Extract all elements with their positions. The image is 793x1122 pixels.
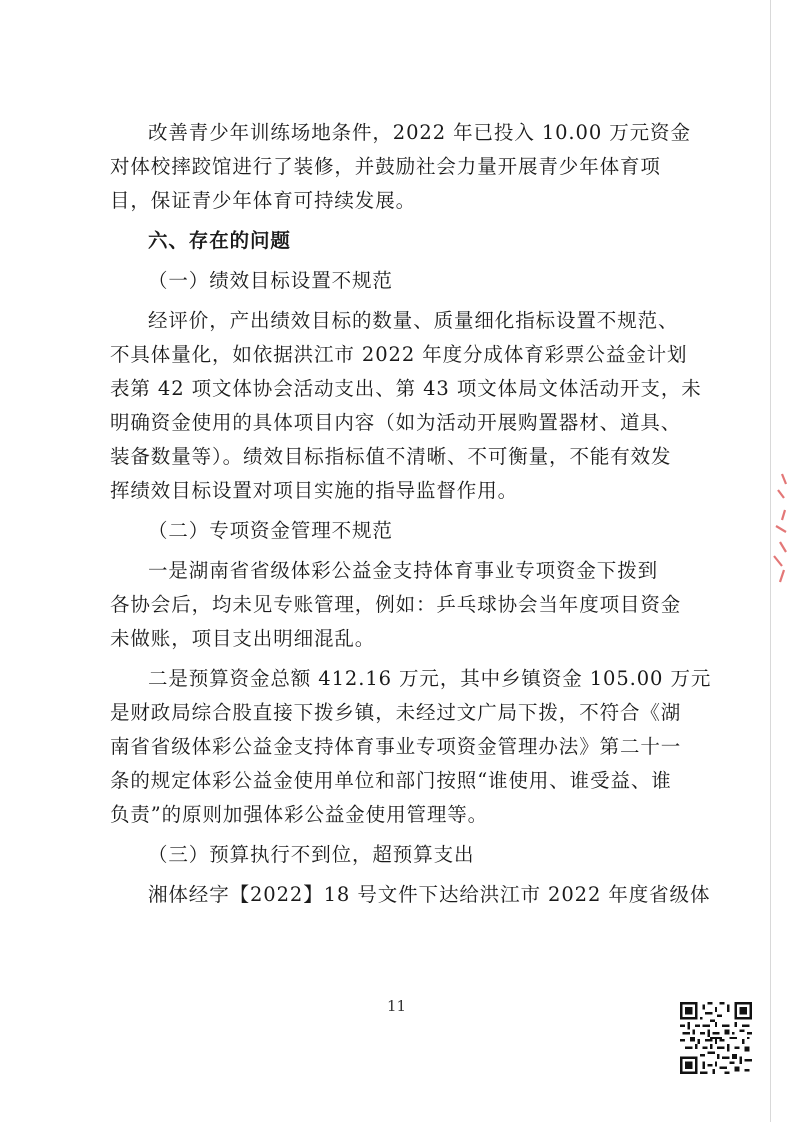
paragraph-fund-management-second [110, 662, 712, 832]
text-line: 未做账，项目支出明细混乱。 [110, 627, 376, 650]
subsection-heading-performance-targets: （一）绩效目标设置不规范 [148, 269, 393, 292]
subsection-heading-fund-management: （二）专项资金管理不规范 [148, 519, 393, 542]
text-line: 不具体量化，如依据洪江市 2022 年度分成体育彩票公益金计划 [110, 343, 688, 366]
paragraph-training-venue [110, 116, 690, 218]
text-line: 负责”的原则加强体彩公益金使用管理等。 [110, 803, 489, 826]
text-line: 装备数量等）。绩效目标指标值不清晰、不可衡量，不能有效发 [110, 445, 672, 468]
document-body [110, 116, 712, 912]
text-line: 条的规定体彩公益金使用单位和部门按照“谁使用、谁受益、谁 [110, 769, 672, 792]
paragraph-budget-execution [110, 878, 711, 912]
red-seal-fragment-icon [752, 470, 792, 590]
section-heading-problems: 六、存在的问题 [148, 229, 291, 252]
text-line: 湘体经字【2022】18 号文件下达给洪江市 2022 年度省级体 [148, 883, 711, 906]
paragraph-fund-management-first [110, 554, 690, 656]
text-line: 表第 42 项文体协会活动支出、第 43 项文体局文体活动开支，未 [110, 377, 702, 400]
page-number: 11 [386, 997, 407, 1015]
text-line: 改善青少年训练场地条件，2022 年已投入 10.00 万元资金 [148, 121, 691, 144]
text-line: 南省省级体彩公益金支持体育事业专项资金管理办法》第二十一 [110, 735, 682, 758]
text-line: 对体校摔跤馆进行了装修，并鼓励社会力量开展青少年体育项 [110, 155, 661, 178]
text-line: 二是预算资金总额 412.16 万元，其中乡镇资金 105.00 万元 [148, 667, 712, 690]
text-line: 目，保证青少年体育可持续发展。 [110, 189, 417, 212]
text-line: 明确资金使用的具体项目内容（如为活动开展购置器材、道具、 [110, 411, 682, 434]
text-line: 各协会后，均未见专账管理，例如：乒乓球协会当年度项目资金 [110, 593, 682, 616]
text-line: 经评价，产出绩效目标的数量、质量细化指标设置不规范、 [148, 309, 679, 332]
paragraph-performance-targets [110, 304, 702, 508]
text-line: 挥绩效目标设置对项目实施的指导监督作用。 [110, 479, 519, 502]
text-line: 一是湖南省省级体彩公益金支持体育事业专项资金下拨到 [148, 559, 659, 582]
text-line: 是财政局综合股直接下拨乡镇，未经过文广局下拨，不符合《湖 [110, 701, 682, 724]
subsection-heading-budget-execution: （三）预算执行不到位，超预算支出 [148, 843, 475, 866]
qr-code-icon [680, 1002, 752, 1074]
